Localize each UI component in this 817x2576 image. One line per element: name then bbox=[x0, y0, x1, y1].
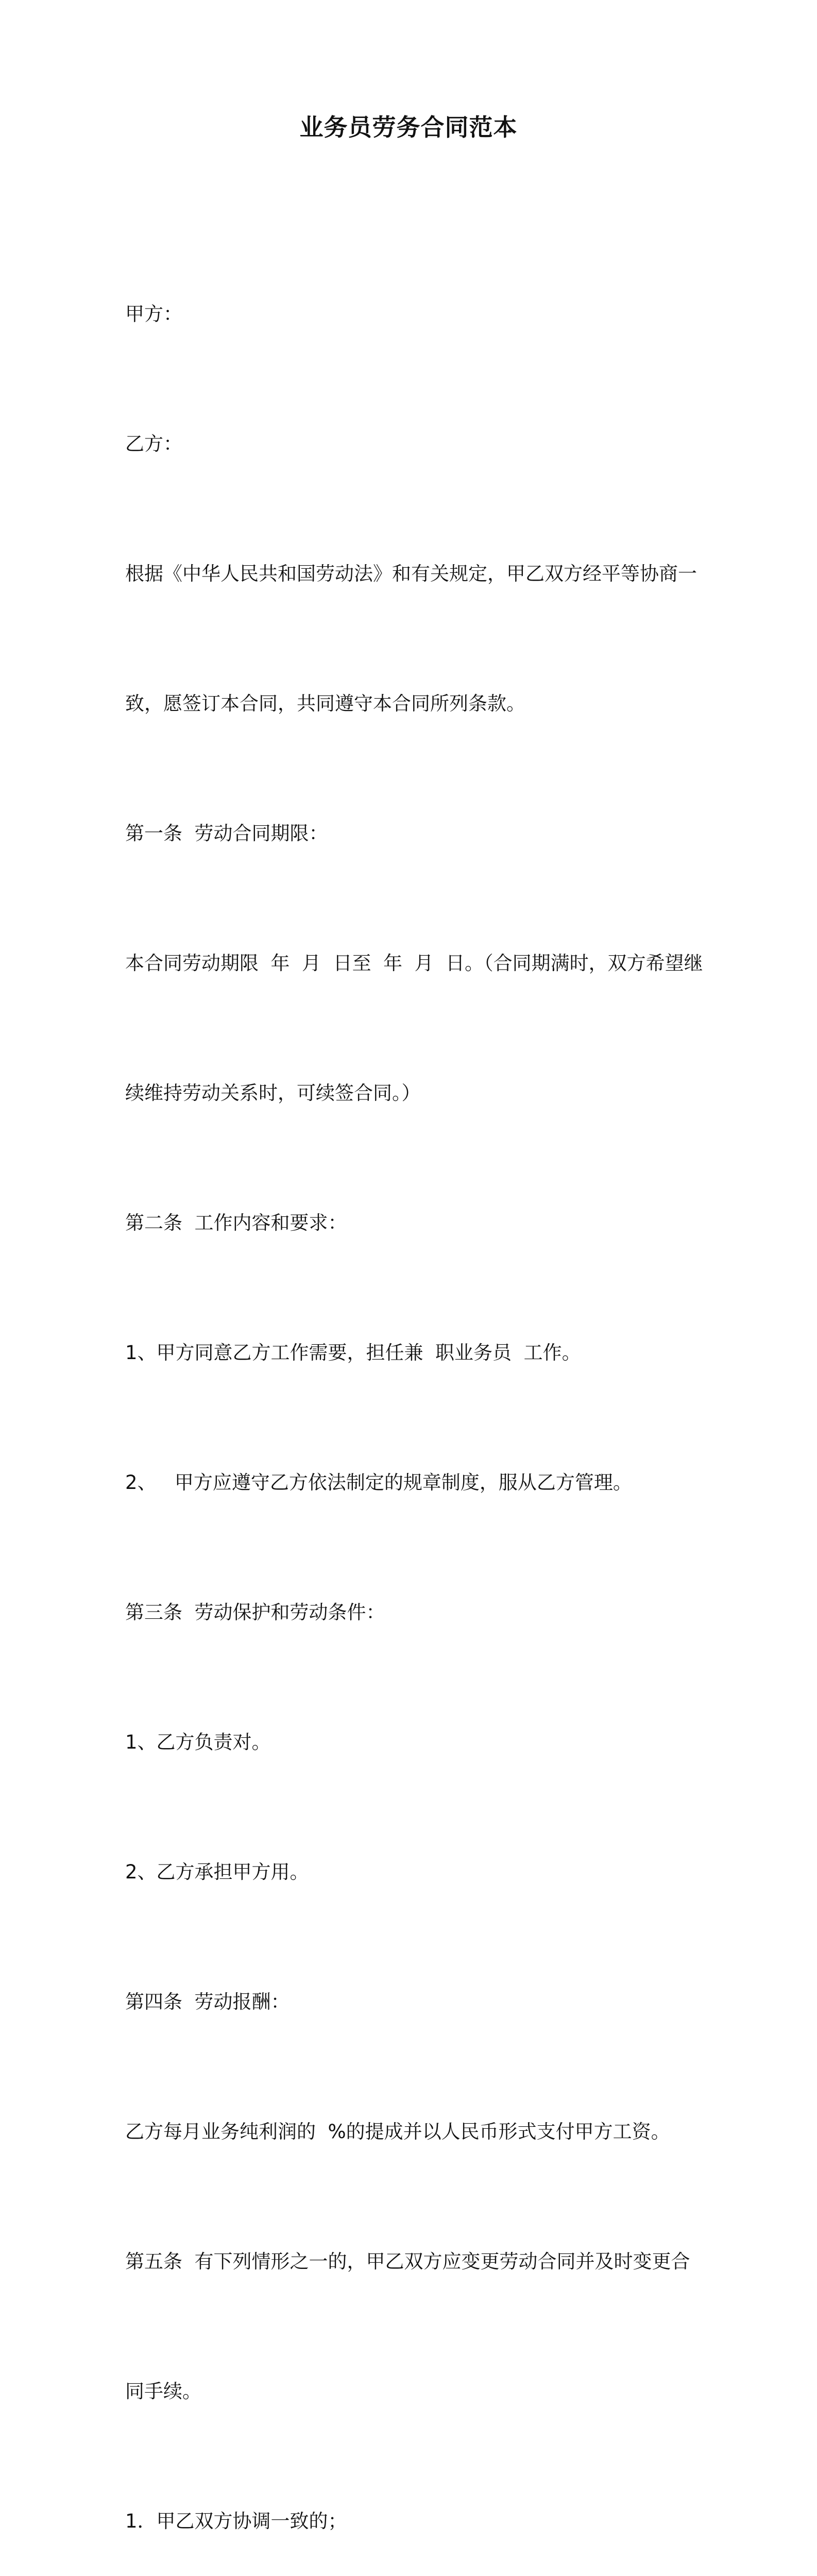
article-1-text-line-2: 续维持劳动关系时，可续签合同。） bbox=[125, 1082, 421, 1104]
article-3-item-1: 1、乙方负责对。 bbox=[125, 1731, 271, 1753]
party-b-line: 乙方： bbox=[125, 433, 182, 455]
article-4-heading: 第四条 劳动报酬： bbox=[125, 1991, 290, 2013]
article-5-heading-line-2: 同手续。 bbox=[125, 2380, 201, 2402]
article-2-item-2: 2、 甲方应遵守乙方依法制定的规章制度，服从乙方管理。 bbox=[125, 1471, 632, 1494]
article-1-heading: 第一条 劳动合同期限： bbox=[125, 822, 328, 844]
article-3-heading: 第三条 劳动保护和劳动条件： bbox=[125, 1601, 385, 1623]
document-body bbox=[125, 206, 702, 2576]
article-4-text: 乙方每月业务纯利润的 %的提成并以人民币形式支付甲方工资。 bbox=[125, 2121, 670, 2143]
article-2-item-1: 1、甲方同意乙方工作需要，担任兼 职业务员 工作。 bbox=[125, 1342, 581, 1364]
party-a-line: 甲方： bbox=[125, 303, 182, 325]
article-5-item-1: 1．甲乙双方协调一致的； bbox=[125, 2510, 347, 2532]
article-1-text-line-1: 本合同劳动期限 年 月 日至 年 月 日。（合同期满时，双方希望继 bbox=[125, 952, 703, 974]
preamble-line-2: 致，愿签订本合同，共同遵守本合同所列条款。 bbox=[125, 692, 525, 715]
article-5-heading-line-1: 第五条 有下列情形之一的，甲乙双方应变更劳动合同并及时变更合 bbox=[125, 2250, 690, 2273]
preamble-line-1: 根据《中华人民共和国劳动法》和有关规定，甲乙双方经平等协商一 bbox=[125, 563, 697, 585]
article-2-heading: 第二条 工作内容和要求： bbox=[125, 1212, 347, 1234]
document-title: 业务员劳务合同范本 bbox=[299, 113, 518, 141]
article-3-item-2: 2、乙方承担甲方用。 bbox=[125, 1861, 309, 1883]
